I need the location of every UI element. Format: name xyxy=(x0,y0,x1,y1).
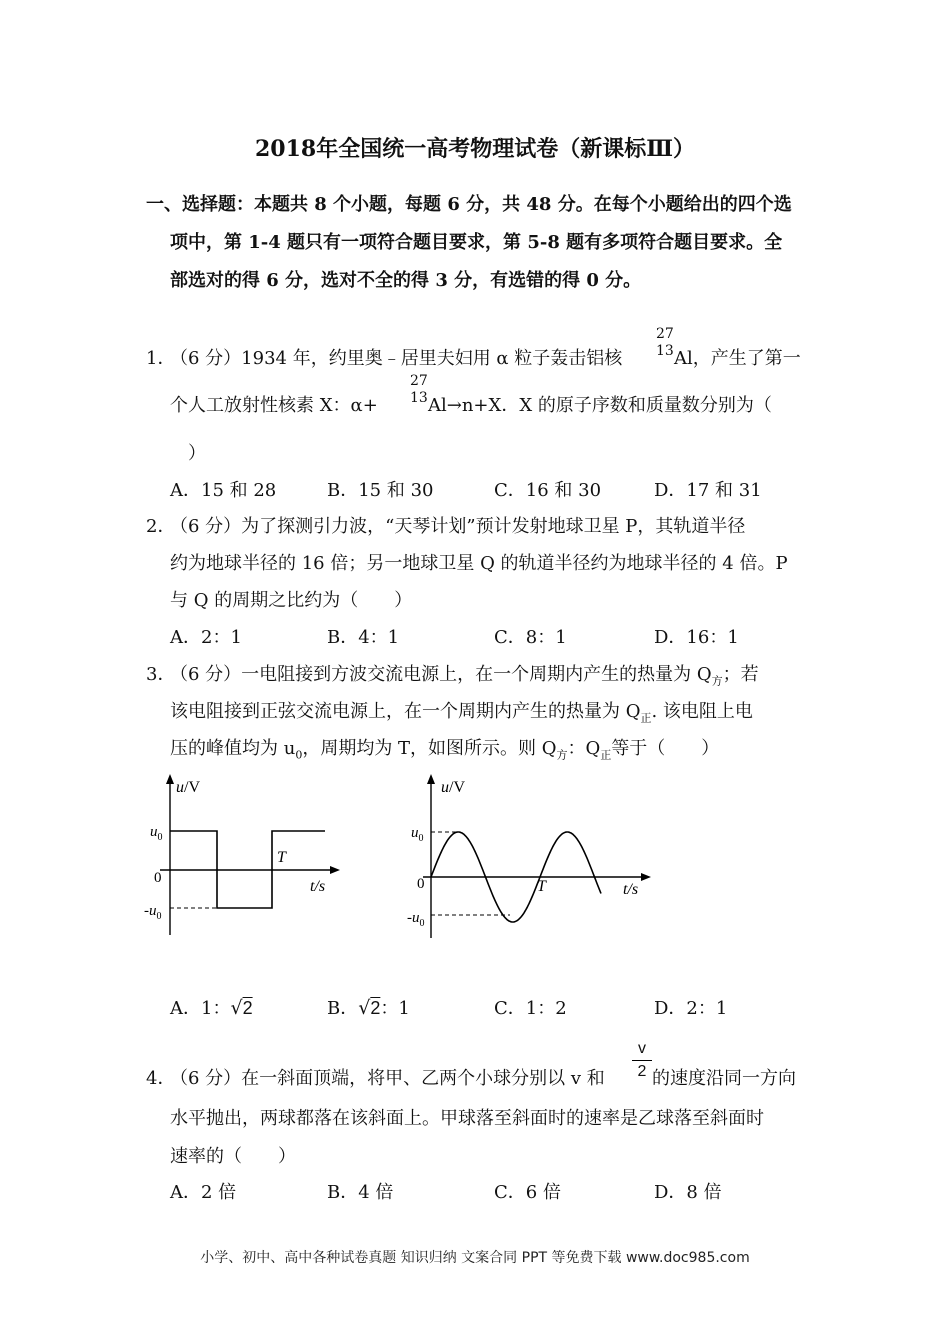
question-number: 1． xyxy=(146,348,176,369)
fraction-denominator: 2 xyxy=(637,1063,647,1080)
y-axis-arrow xyxy=(166,774,174,784)
origin-label: 0 xyxy=(417,876,425,892)
question-text: Al→n+X．X 的原子序数和质量数分别为（ xyxy=(428,395,772,416)
question-text: 该电阻接到正弦交流电源上，在一个周期内产生的热量为 $Q_正$. 该电阻上电 xyxy=(170,701,753,725)
x-axis-arrow xyxy=(641,873,651,881)
option-b: B．15 和 30 xyxy=(327,480,434,501)
option-d: D．16：1 xyxy=(654,627,739,648)
sqrt-icon: √ xyxy=(230,997,243,1019)
option-d: D．17 和 31 xyxy=(654,480,762,501)
question-text: （6 分）为了探测引力波，“天琴计划”预计发射地球卫星 P，其轨道半径 xyxy=(170,516,746,537)
sine-wave-figure xyxy=(405,770,655,945)
y-axis-label: u/V xyxy=(176,779,200,796)
x-axis-label: t/s xyxy=(623,881,639,898)
footer-note: 小学、初中、高中各种试卷真题 知识归纳 文案合同 PPT 等免费下载 www.doc985.com xyxy=(200,1250,750,1266)
section-heading-line3: 部选对的得 6 分，选对不全的得 3 分，有选错的得 0 分。 xyxy=(170,270,642,291)
option-b: B．4 倍 xyxy=(327,1182,394,1203)
question-text: 的速度沿同一方向 xyxy=(652,1068,796,1089)
subscript-fang: 方 xyxy=(711,674,723,688)
option-b: B．4：1 xyxy=(327,627,400,648)
question-text: （6 分）1934 年，约里奥﹣居里夫妇用 α 粒子轰击铝核 xyxy=(170,348,623,369)
period-label: T xyxy=(277,849,286,866)
option-c: C．16 和 30 xyxy=(494,480,602,501)
question-text: Al，产生了第一 xyxy=(674,348,801,369)
u0-label: $u_0$ xyxy=(150,824,163,843)
sqrt-icon: √ xyxy=(358,997,371,1019)
neg-u0-label: $-u_0$ xyxy=(144,903,162,922)
isotope-atomic-number: 13 xyxy=(410,390,428,406)
question-text: 速率的（ ） xyxy=(170,1146,296,1167)
question-text: ） xyxy=(188,443,206,464)
question-text: 水平抛出，两球都落在该斜面上。甲球落至斜面时的速率是乙球落至斜面时 xyxy=(170,1108,764,1129)
question-number: 4． xyxy=(146,1068,176,1089)
option-a: A．2 倍 xyxy=(170,1182,237,1203)
subscript-zheng: 正 xyxy=(640,711,652,725)
option-c: C．6 倍 xyxy=(494,1182,561,1203)
y-axis-label: u/V xyxy=(441,779,465,796)
period-label: T xyxy=(537,878,546,895)
section-heading-line1: 一、选择题：本题共 8 个小题，每题 6 分，共 48 分。在每个小题给出的四个选 xyxy=(146,194,792,215)
question-text: 约为地球半径的 16 倍；另一地球卫星 Q 的轨道半径约为地球半径的 4 倍。P xyxy=(170,553,788,574)
option-c: C．1：2 xyxy=(494,998,567,1019)
question-number: 3． xyxy=(146,664,176,685)
option-a: A．2：1 xyxy=(170,627,242,648)
section-heading-line2: 项中，第 1-4 题只有一项符合题目要求，第 5-8 题有多项符合题目要求。全 xyxy=(170,232,783,253)
neg-u0-label: $-u_0$ xyxy=(407,910,425,929)
option-b: B．√2：1 xyxy=(327,997,410,1019)
isotope-atomic-number: 13 xyxy=(656,343,674,359)
option-a: A．1：√2 xyxy=(170,997,253,1019)
origin-label: 0 xyxy=(154,870,162,886)
x-axis-arrow xyxy=(330,866,340,874)
option-c: C．8：1 xyxy=(494,627,567,648)
option-d: D．8 倍 xyxy=(654,1182,722,1203)
question-text: 压的峰值均为 $u_0$，周期均为 T，如图所示。则 $Q_方$：$Q_正$等于（ ） xyxy=(170,738,720,762)
fraction-bar xyxy=(632,1060,652,1061)
x-axis-label: t/s xyxy=(310,878,326,895)
square-wave-figure xyxy=(140,770,340,942)
page-title: 2018年全国统一高考物理试卷（新课标Ⅲ） xyxy=(254,136,696,162)
isotope-mass-number: 27 xyxy=(656,326,674,342)
question-number: 2． xyxy=(146,516,176,537)
u0-label: $u_0$ xyxy=(411,825,424,844)
question-text: （6 分）在一斜面顶端，将甲、乙两个小球分别以 v 和 xyxy=(170,1068,605,1089)
option-a: A．15 和 28 xyxy=(170,480,277,501)
y-axis-arrow xyxy=(427,774,435,784)
question-text: （6 分）一电阻接到方波交流电源上，在一个周期内产生的热量为 $Q_方$；若 xyxy=(170,664,759,688)
option-d: D．2：1 xyxy=(654,998,728,1019)
question-text: 与 Q 的周期之比约为（ ） xyxy=(170,590,413,611)
question-text: 个人工放射性核素 X：α+ xyxy=(170,395,378,416)
fraction-numerator: v xyxy=(638,1040,646,1057)
isotope-mass-number: 27 xyxy=(410,373,428,389)
